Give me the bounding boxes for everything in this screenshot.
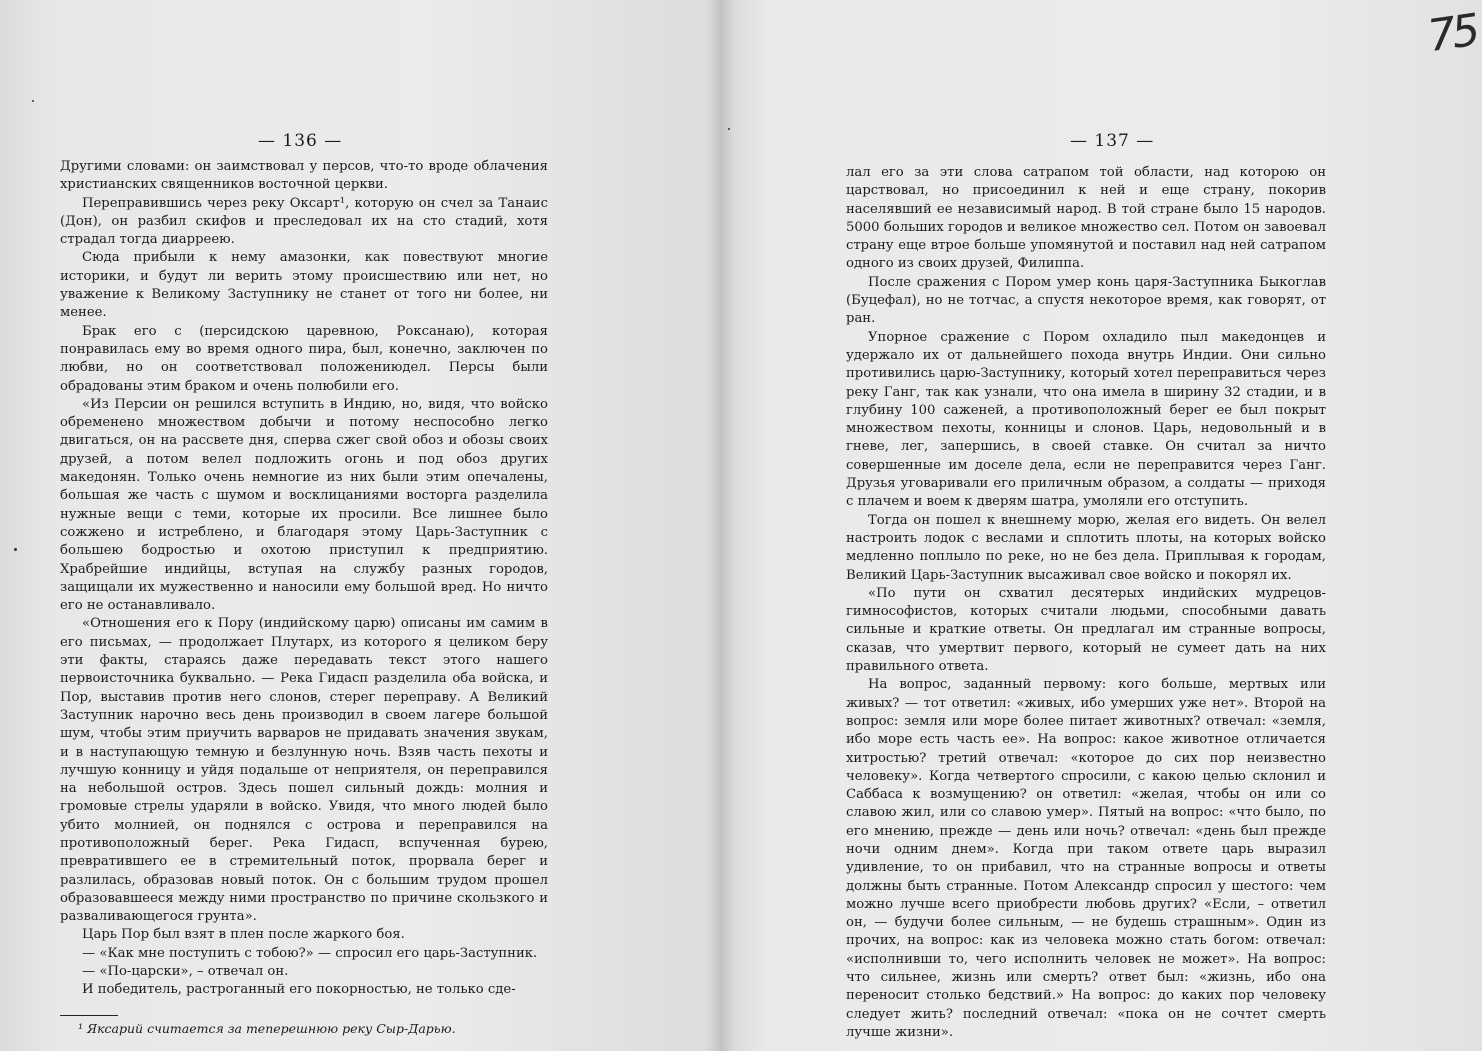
- page-number: — 136 —: [258, 131, 343, 151]
- book-gutter: [706, 0, 734, 1051]
- scan-speck: [14, 548, 17, 551]
- paragraph: — «Как мне поступить с тобою?» — спросил его царь-Заступник.: [82, 945, 538, 961]
- paragraph: «Отношения его к Пору (индийскому царю) описаны им самим в его письмах, — продолжает Плутарх, из которого я целиком беру эти факты, стараясь даже передавать текст этого нашего первоисточника буквально. — Река Гидасп разделила оба войска, и Пор, выставив против него слонов, стерег переправу. А Великий Заступник нарочно весь день производил в своем лагере большой шум, чтобы этим приучить варваров не придавать значения звукам, и в наступающую темную и безлунную ночь. Взяв часть пехоты и лучшую конницу и уйдя подальше от неприятеля, он переправился на небольшой остров. Здесь пошел сильный дождь: молния и громовые стрелы ударяли в войско. Увидя, что много людей было убито молнией, он поднялся с острова и переправился на противоположный берег. Река Гидасп, вспученная бурею, превратившего ее в стремительный поток, прорвала берег и разлилась, образовав новый поток. Он с большим трудом прошел образовавшееся между ними пространство по причине скользкого и разваливающегося грунта».: [60, 616, 548, 925]
- page-number: — 137 —: [1070, 131, 1155, 151]
- handwritten-archive-number: 75: [1424, 4, 1480, 63]
- paragraph: И победитель, растроганный его покорностью, не только сде-: [82, 982, 516, 998]
- paragraph: После сражения с Пором умер конь царя-Заступника Быкоглав (Буцефал), но не тотчас, а спустя некоторое время, как говорят, от ран.: [846, 274, 1326, 327]
- paragraph: — «По-царски», – отвечал он.: [82, 964, 289, 980]
- paragraph: Другими словами: он заимствовал у персов, что-то вроде облачения христианских священников восточной церкви.: [60, 159, 548, 193]
- paragraph: Упорное сражение с Пором охладило пыл македонцев и удержало их от дальнейшего похода внутрь Индии. Они сильно противились царю-Заступнику, который хотел переправиться через реку Ганг, так как узнали, что она имела в ширину 32 стадии, и в глубину 100 саженей, а противоположный берег ее был покрыт множеством пехоты, конницы и слонов. Царь, недовольный и в гневе, лег, запершись, в своей ставке. Он считал за ничто совершенные им доселе дела, если не переправится через Ганг. Друзья уговаривали его приличным образом, а солдаты — приходя с плачем и воем к дверям шатра, умоляли его отступить.: [846, 329, 1326, 510]
- page-text: [846, 164, 1326, 1042]
- paragraph: Сюда прибыли к нему амазонки, как повествуют многие историки, и будут ли верить этому происшествию или нет, но уважение к Великому Заступнику не станет от того ни более, ни менее.: [60, 250, 548, 321]
- scan-speck: [32, 100, 34, 102]
- paragraph: На вопрос, заданный первому: кого больше, мертвых или живых? — тот ответил: «живых, ибо умерших уже нет». Второй на вопрос: земля или море более питает животных? отвечал: «земля, ибо море есть часть ее». На вопрос: какое животное отличается хитростью? третий отвечал: «которое до сих пор неизвестно человеку». Когда четвертого спросили, с какою целью склонил и Саббаса к возмущению? он ответил: «желая, чтобы он или со славою жил, или со славою умер». Пятый на вопрос: «что было, по его мнению, прежде — день или ночь? отвечал: «день был прежде ночи одним днем». Когда при таком ответе царь выразил удивление, то он прибавил, что на странные вопросы и ответы должны быть странные. Потом Александр спросил у шестого: чем можно лучше всего приобрести любовь других? «Если, – ответил он, — будучи более сильным, — не будешь страшным». Один из прочих, на вопрос: как из человека можно стать богом: отвечал: «исполнивши то, чего исполнить человек не может». На вопрос: что сильнее, жизнь или смерть? ответ был: «жизнь, ибо она переносит столько бедствий.» На вопрос: до каких пор человеку следует жить? последний отвечал: «пока он не сочтет смерть лучше жизни».: [846, 677, 1326, 1040]
- paragraph: лал его за эти слова сатрапом той области, над которою он царствовал, но присоединил к ней и еще страну, покорив населявший ее независимый народ. В той стране было 15 народов. 5000 больших городов и великое множество сел. Потом он завоевал страну еще втрое больше упомянутой и поставил над ней сатрапом одного из своих друзей, Филиппа.: [846, 165, 1326, 272]
- paragraph: «Из Персии он решился вступить в Индию, но, видя, что войско обременено множеством добычи и потому неспособно легко двигаться, он на рассвете дня, сперва сжег свой обоз и обозы своих друзей, а потом велел подложить огонь и под обоз других македонян. Только очень немногие из них были этим опечалены, большая же часть с шумом и восклицаниями восторга разделила нужные вещи с теми, которые их просили. Все лишнее было сожжено и истреблено, и благодаря этому Царь-Заступник с большею бодростью и охотою приступил к предприятию. Храбрейшие индийцы, вступая на службу разных городов, защищали их мужественно и наносили ему большой вред. Но ничто его не останавливало.: [60, 396, 548, 614]
- footnote-divider: [60, 1015, 118, 1016]
- left-page: [0, 0, 720, 1051]
- paragraph: «По пути он схватил десятерых индийских мудрецов-гимнософистов, которых считали людьми, способными давать сильные и краткие ответы. Он предлагал им странные вопросы, сказав, что умертвит первого, который не сумеет дать на них правильного ответа.: [846, 585, 1326, 675]
- paragraph: Переправившись через реку Оксарт¹, которую он счел за Танаис (Дон), он разбил скифов и преследовал их на сто стадий, хотя страдал тогда диарреею.: [60, 195, 548, 248]
- page-text: [60, 158, 548, 1000]
- paragraph: Царь Пор был взят в плен после жаркого боя.: [82, 927, 405, 943]
- paragraph: Брак его с (персидскою царевною, Роксанаю), которая понравилась ему во время одного пира, был, конечно, заключен по любви, но он соответствовал положениюдел. Персы были обрадованы этим браком и очень полюбили его.: [60, 323, 548, 394]
- right-page: [720, 0, 1482, 1051]
- paragraph: Тогда он пошел к внешнему морю, желая его видеть. Он велел настроить лодок с веслами и сплотить плоты, на которых войско медленно поплыло по реке, но не без дела. Приплывая к городам, Великий Царь-Заступник высаживал свое войско и покорял их.: [846, 512, 1326, 583]
- footnote: ¹ Яксарий считается за теперешнюю реку Сыр-Дарью.: [78, 1021, 456, 1036]
